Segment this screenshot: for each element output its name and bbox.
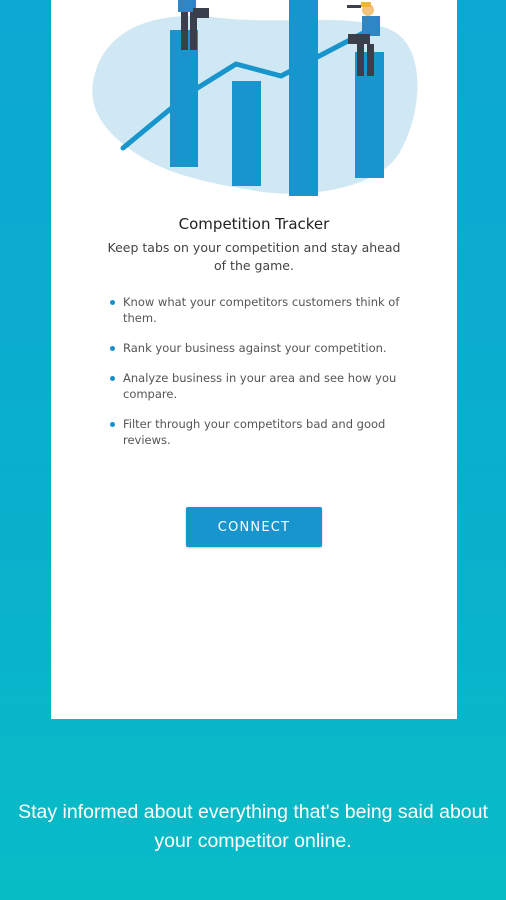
bullet-icon [110, 422, 115, 427]
list-item [109, 340, 409, 356]
chart-bar [289, 0, 318, 196]
bullet-icon [110, 376, 115, 381]
feature-list [109, 294, 409, 462]
chart-bar [170, 30, 198, 167]
bullet-icon [110, 300, 115, 305]
list-item [109, 370, 409, 402]
bullet-icon [110, 346, 115, 351]
bar-chart-with-people-illustration [51, 0, 457, 205]
onboarding-card [51, 0, 457, 719]
promo-caption: Stay informed about everything that's being said about your competitor online. [18, 801, 488, 852]
chart-bar [232, 81, 261, 186]
feature-text: Analyze business in your area and see how you compare. [123, 371, 397, 401]
connect-button[interactable]: CONNECT [186, 507, 322, 547]
feature-subtitle: Keep tabs on your competition and stay ahead of the game. [107, 240, 401, 273]
feature-text: Know what your competitors customers think of them. [123, 295, 400, 325]
list-item [109, 416, 409, 448]
feature-text: Rank your business against your competition. [123, 341, 387, 355]
feature-text: Filter through your competitors bad and good reviews. [123, 417, 386, 447]
list-item [109, 294, 409, 326]
feature-title: Competition Tracker [178, 215, 330, 233]
